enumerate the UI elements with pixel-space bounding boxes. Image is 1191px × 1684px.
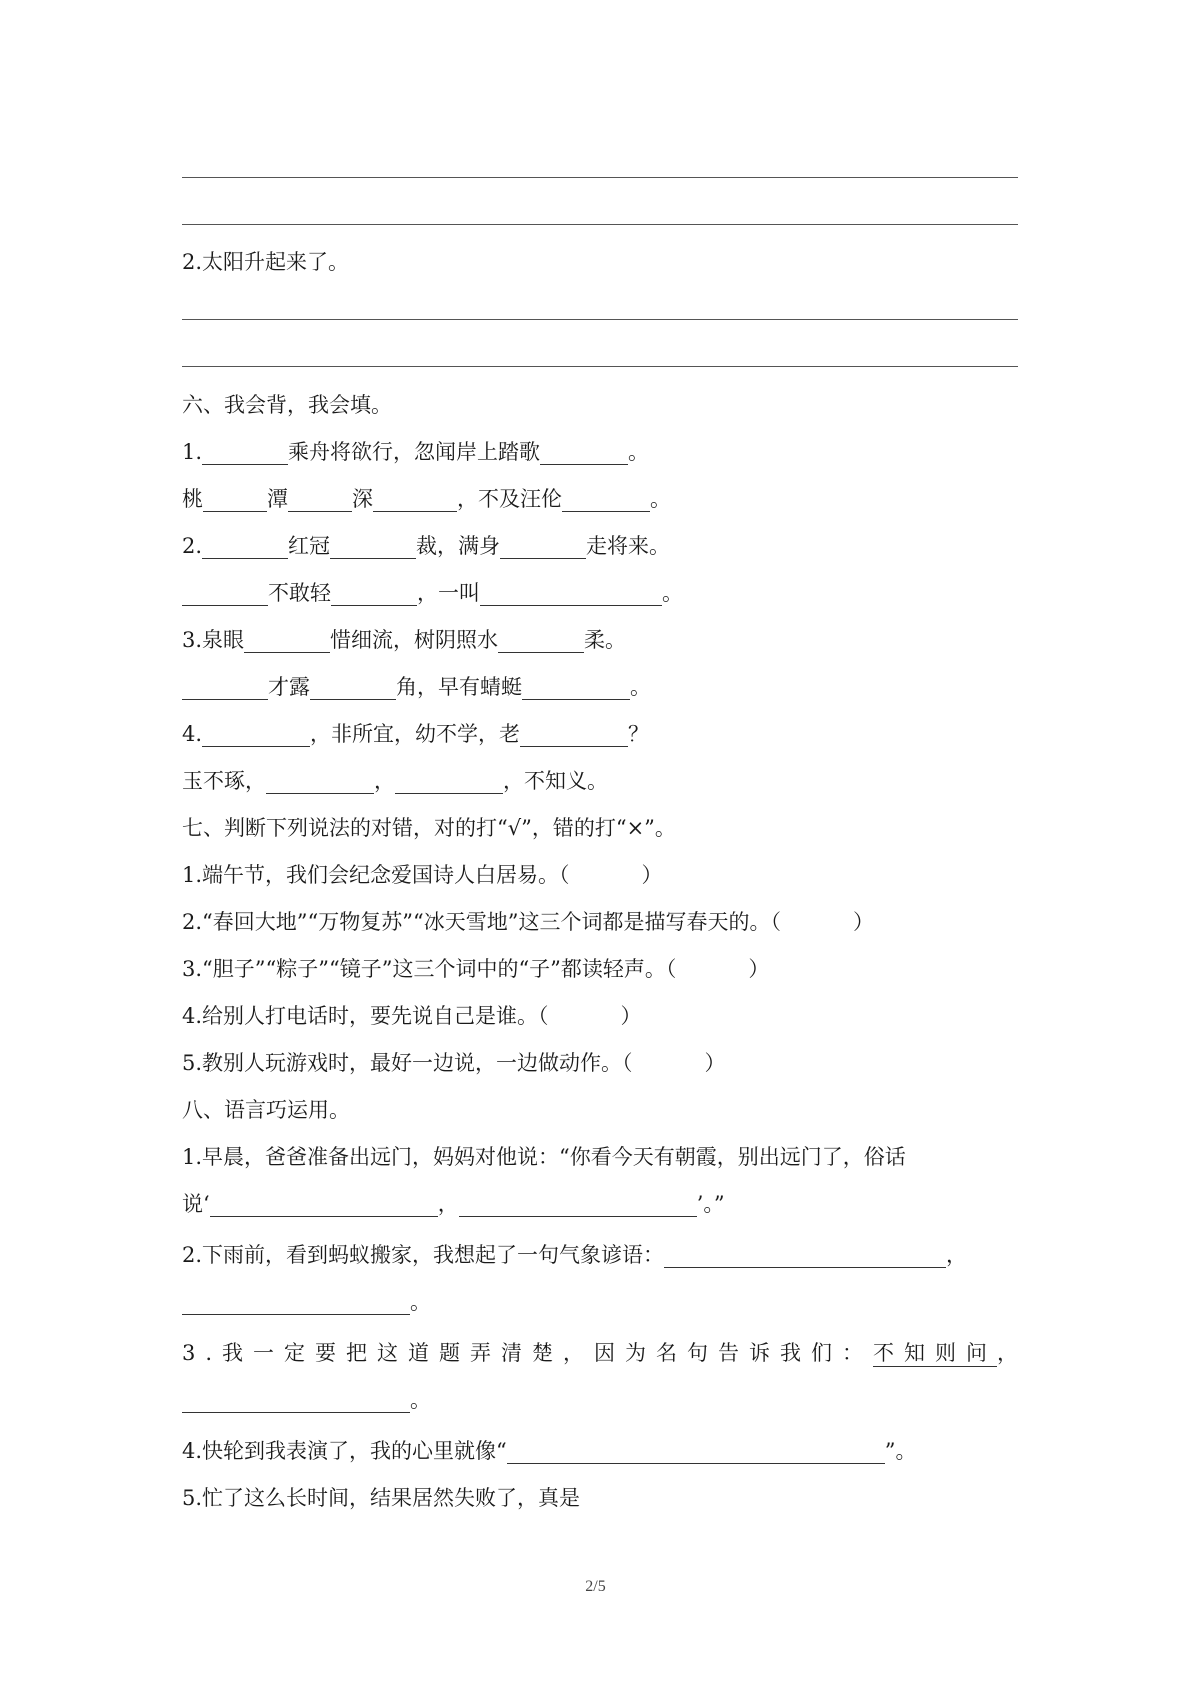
usage-item: 。 <box>182 1385 1021 1415</box>
usage-item: 。 <box>182 1287 1021 1317</box>
answer-line <box>182 177 1018 178</box>
blank[interactable] <box>266 769 374 794</box>
blank[interactable] <box>330 534 416 559</box>
blank[interactable] <box>182 1388 410 1413</box>
blank[interactable] <box>182 675 268 700</box>
blank[interactable] <box>498 628 584 653</box>
blank[interactable] <box>202 534 288 559</box>
blank[interactable] <box>202 722 310 747</box>
blank[interactable] <box>520 722 628 747</box>
blank[interactable] <box>331 581 417 606</box>
fill-in-line: 4. ，非所宜，幼不学，老 ？ <box>182 722 650 746</box>
judge-item: 2.“春回大地”“万物复苏”“冰天雪地”这三个词都是描写春天的。（ ） <box>182 910 874 934</box>
blank[interactable] <box>500 534 586 559</box>
blank[interactable] <box>182 1290 410 1315</box>
answer-line <box>182 224 1018 225</box>
fill-in-line: 不敢轻 ，一叫 。 <box>182 578 1021 608</box>
judge-item: 3.“胆子”“粽子”“镜子”这三个词中的“子”都读轻声。（ ） <box>182 957 770 981</box>
blank[interactable] <box>288 487 352 512</box>
blank[interactable] <box>562 487 650 512</box>
blank[interactable] <box>310 675 396 700</box>
blank[interactable] <box>507 1439 885 1464</box>
answer-line <box>182 366 1018 367</box>
usage-item: 2.下雨前，看到蚂蚁搬家，我想起了一句气象谚语： ， <box>182 1243 968 1267</box>
fill-in-line: 2. 红冠 裁，满身 走将来。 <box>182 534 671 558</box>
blank[interactable] <box>664 1243 946 1268</box>
underlined-quote: 不知则问 <box>873 1341 998 1365</box>
blank[interactable] <box>395 769 503 794</box>
blank[interactable] <box>202 440 288 465</box>
blank[interactable] <box>244 628 330 653</box>
fill-in-line: 才露 角，早有蜻蜓 。 <box>182 672 1021 702</box>
section-heading: 六、我会背，我会填。 <box>182 393 392 417</box>
usage-item: 4.快轮到我表演了，我的心里就像“ ”。 <box>182 1439 917 1463</box>
judge-item: 1.端午节，我们会纪念爱国诗人白居易。（ ） <box>182 863 663 887</box>
answer-line <box>182 319 1018 320</box>
judge-item: 5.教别人玩游戏时，最好一边说，一边做动作。（ ） <box>182 1051 726 1075</box>
blank[interactable] <box>210 1192 438 1217</box>
fill-in-line: 桃 潭 深 ，不及汪伦 。 <box>182 487 671 511</box>
blank[interactable] <box>540 440 628 465</box>
fill-in-line: 3.泉眼 惜细流，树阴照水 柔。 <box>182 628 627 652</box>
blank[interactable] <box>373 487 457 512</box>
section-heading: 七、判断下列说法的对错，对的打“√”，错的打“×”。 <box>182 816 676 840</box>
blank[interactable] <box>480 581 662 606</box>
page-number: 2/5 <box>585 1578 606 1595</box>
blank[interactable] <box>182 581 268 606</box>
usage-item: 1.早晨，爸爸准备出远门，妈妈对他说：“你看今天有朝霞，别出远门了，俗话 <box>182 1145 906 1169</box>
usage-item: 说‘ ， ’。” <box>182 1192 725 1216</box>
blank[interactable] <box>459 1192 697 1217</box>
fill-in-line: 玉不琢， ， ，不知义。 <box>182 769 608 793</box>
fill-in-line: 1. 乘舟将欲行，忽闻岸上踏歌 。 <box>182 440 650 464</box>
section-heading: 八、语言巧运用。 <box>182 1098 350 1122</box>
usage-item: 3.我一定要把这道题弄清楚，因为名句告诉我们：不知则问， <box>182 1341 1019 1365</box>
judge-item: 4.给别人打电话时，要先说自己是谁。（ ） <box>182 1004 642 1028</box>
blank[interactable] <box>203 487 267 512</box>
question-item: 2.太阳升起来了。 <box>182 250 350 274</box>
blank[interactable] <box>522 675 630 700</box>
usage-item: 5.忙了这么长时间，结果居然失败了，真是 <box>182 1486 581 1510</box>
